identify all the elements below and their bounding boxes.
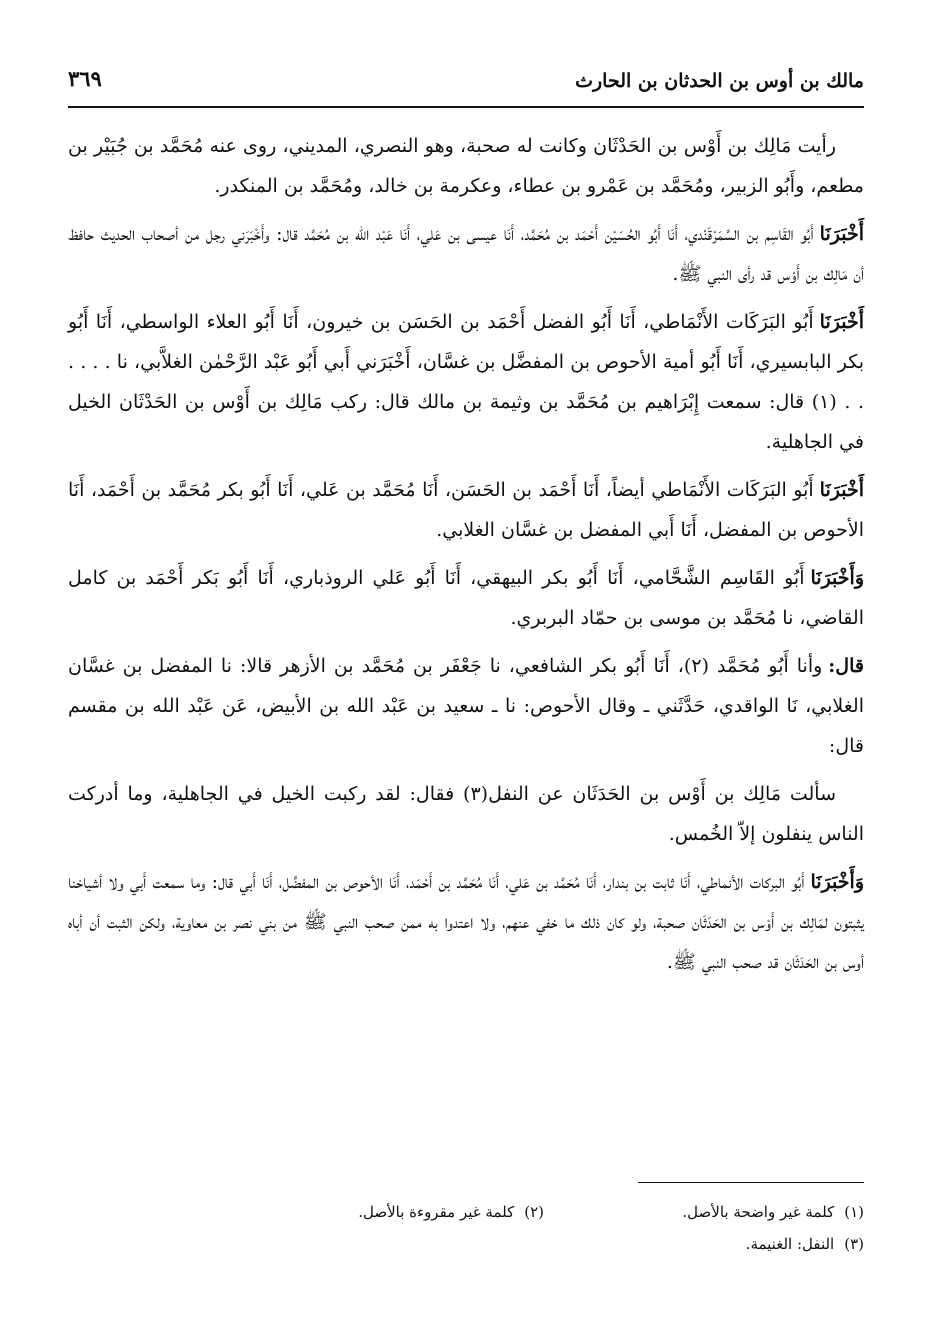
paragraph-text: سألت مَالِك بن أَوْس بن الحَدَثَان عن النفل(٣) فقال: لقد ركبت الخيل في الجاهلية، وما أدركت الناس ينفلون إلاّ الخُمس. xyxy=(68,783,864,845)
page-number: ٣٦٩ xyxy=(68,66,102,91)
paragraph-text: أَبُو البركات الأنماطي، أَنَا ثابت بن بندار، أَنَا مُحَمَّد بن عَلي، أَنَا مُحَمَّد بن أَحْمَد، أَنَا الأحوص بن المفضَّل، أَنَا أَبي قال: وما سمعت أَبي ولا أشياخنا يثبتون لمَالِك بن أَوْس بن الحَدَثَان صحبة، ولو كان ذلك ما خفي عنهم، ولا اعتدوا به ممن صحب النبي ﷺ من بني نصر بن معاوية، ولكن الثبت أن أباه أوس بن الحَدَثَان قد صحب النبي ﷺ. xyxy=(68,871,864,973)
paragraph xyxy=(68,214,864,294)
footnotes xyxy=(68,1196,864,1260)
paragraph xyxy=(68,302,864,462)
header-rule xyxy=(68,106,864,108)
footnote-row xyxy=(68,1228,864,1260)
footnote-number: (٢) xyxy=(524,1203,544,1221)
footnote-number: (٣) xyxy=(844,1235,864,1253)
paragraph-lead: أَخْبَرَنَا xyxy=(819,311,864,333)
paragraph xyxy=(68,646,864,766)
page-header xyxy=(68,60,864,102)
footnote-text: النفل: الغنيمة. xyxy=(745,1235,835,1253)
paragraph-text: أَبُو القَاسِم بن السَّمَرْقَنْدي، أَنَا أَبُو الحُسَيْن أَحْمَد بن مُحَمَّد، أَنَا عيسى بن عَلي، أَنَا عَبْد الله بن مُحَمَّد قال: وأَخْبَرَني رجل من أصحاب الحديث حافظ أن مَالِك بن أَوْس قد رأى النبي ﷺ. xyxy=(68,223,864,285)
paragraph-lead: أَخْبَرَنَا xyxy=(819,479,864,501)
footnote-row xyxy=(68,1196,864,1228)
footnote-rule xyxy=(638,1182,864,1183)
paragraph-lead: وَأَخْبَرَنَا xyxy=(810,567,864,589)
footnote-2 xyxy=(224,1196,544,1228)
paragraph xyxy=(68,774,864,854)
paragraph xyxy=(68,558,864,638)
footnote-3 xyxy=(544,1228,864,1260)
paragraph xyxy=(68,470,864,550)
paragraph xyxy=(68,126,864,206)
paragraph-text: رأيت مَالِك بن أَوْس بن الحَدْثَان وكانت له صحبة، وهو النصري، المديني، روى عنه مُحَمَّد بن جُبَيْر بن مطعم، وأَبُو الزبير، ومُحَمَّد بن عَمْرو بن عطاء، وعكرمة بن خالد، ومُحَمَّد بن المنكدر. xyxy=(68,135,864,197)
paragraph-lead: وَأَخْبَرَنَا xyxy=(810,871,864,893)
footnote-text: كلمة غير واضحة بالأصل. xyxy=(682,1203,835,1221)
paragraph-text: أَبُو البَرَكَات الأَنْمَاطي أيضاً، أَنَا أَحْمَد بن الحَسَن، أَنَا مُحَمَّد بن عَلي، أَنَا أَبُو بكر مُحَمَّد بن أَحْمَد، أَنَا الأحوص بن المفضل، أَنَا أَبي المفضل بن غسَّان الغلابي. xyxy=(68,479,864,541)
footnote-text: كلمة غير مقروءة بالأصل. xyxy=(358,1203,515,1221)
paragraph-lead: أَخْبَرَنَا xyxy=(819,223,864,245)
paragraph-text: وأنا أَبُو مُحَمَّد (٢)، أَنَا أَبُو بكر الشافعي، نا جَعْفَر بن مُحَمَّد بن الأزهر قالا: نا المفضل بن غسَّان الغلابي، نَا الواقدي، حَدَّثَني ـ وقال الأحوص: نا ـ سعيد بن عَبْد الله بن الأبيض، عَن عَبْد الله بن مقسم قال: xyxy=(68,655,864,757)
body-text xyxy=(68,126,864,990)
paragraph-text: أَبُو البَرَكَات الأَنْمَاطي، أَنَا أَبُو الفضل أَحْمَد بن الحَسَن بن خيرون، أَنَا أَبُو العلاء الواسطي، أَنَا أَبُو بكر البابسيري، أَنَا أَبُو أمية الأحوص بن المفضَّل بن غسَّان، أَخْبَرَني أَبي أَبُو عَبْد الرَّحْمٰن الغلاَّبي، نا . . . . . . (١) قال: سمعت إِبْرَاهيم بن مُحَمَّد بن وثيمة بن مالك قال: ركب مَالِك بن أَوْس بن الحَدْثَان الخيل في الجاهلية. xyxy=(68,311,864,453)
footnote-number: (١) xyxy=(844,1203,864,1221)
paragraph-text: أَبُو القَاسِم الشَّحَّامي، أَنَا أَبُو بكر البيهقي، أَنَا أَبُو عَلي الروذباري، أَنَا أَبُو بَكر أَحْمَد بن كامل القاضي، نا مُحَمَّد بن موسى بن حمّاد البربري. xyxy=(68,567,864,629)
running-title: مالك بن أوس بن الحدثان بن الحارث xyxy=(575,70,864,92)
paragraph xyxy=(68,862,864,982)
paragraph-lead: قال: xyxy=(828,655,864,677)
footnote-1 xyxy=(544,1196,864,1228)
